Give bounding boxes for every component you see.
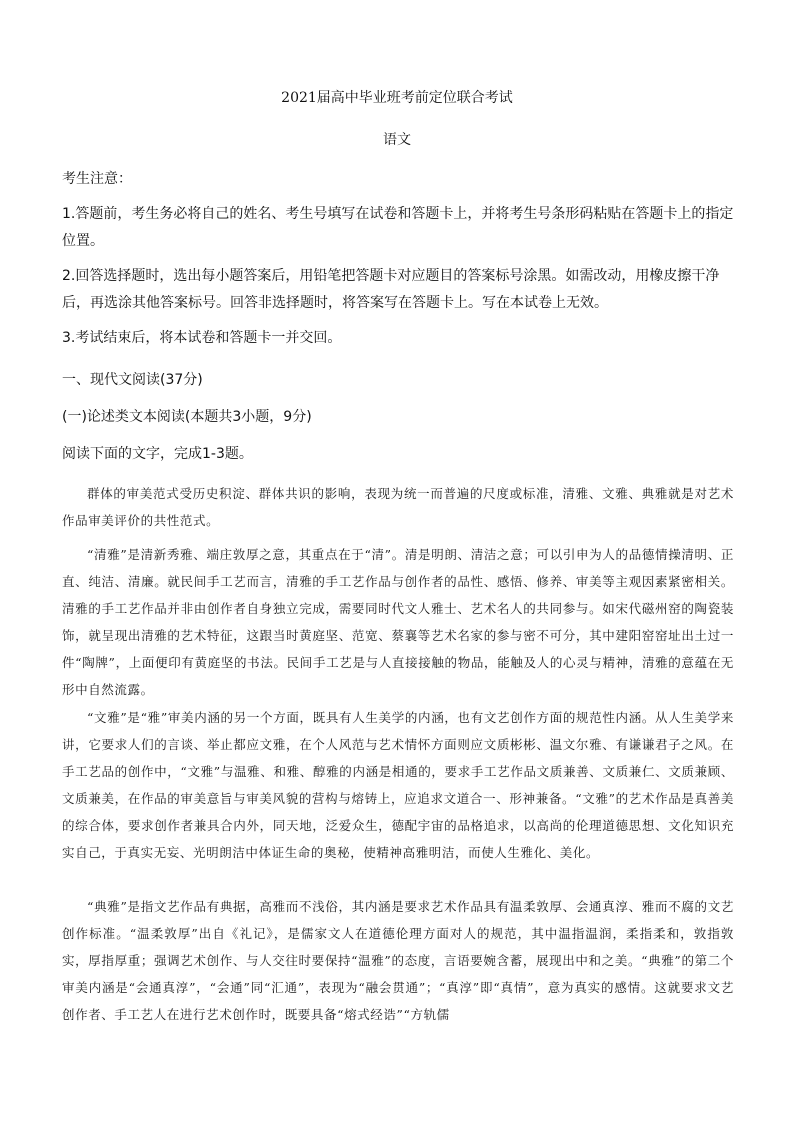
section-heading: 一、现代文阅读(37分) — [62, 372, 203, 388]
passage-paragraph: “文雅”是“雅”审美内涵的另一个方面，既具有人生美学的内涵，也有文艺创作方面的规范性内涵。从人生美学来讲，它要求人们的言谈、举止都应文雅，在个人风范与艺术情怀方面则应文质彬彬、温文尔雅、有谦谦君子之风。在手工艺品的创作中，“文雅”与温雅、和雅、醇雅的内涵是相通的，要求手工艺作品文质兼善、文质兼仁、文质兼顾、文质兼美，在作品的审美意旨与审美风貌的营构与熔铸上，应追求文道合一、形神兼备。“文雅”的艺术作品是真善美的综合体，要求创作者兼具合内外，同天地，泛爱众生，德配宇宙的品格追求，以高尚的伦理道德思想、文化知识充实自己，于真实无妄、光明朗洁中体证生命的奥秘，使精神高雅明洁，而使人生雅化、美化。 — [62, 710, 734, 860]
notice-item: 1.答题前，考生务必将自己的姓名、考生号填写在试卷和答题卡上，并将考生号条形码粘贴在答题卡上的指定位置。 — [62, 206, 734, 249]
passage-paragraph: “清雅”是清新秀雅、端庄敦厚之意，其重点在于“清”。清是明朗、清洁之意；可以引申为人的品德情操清明、正直、纯洁、清廉。就民间手工艺而言，清雅的手工艺作品与创作者的品性、感悟、修养、审美等主观因素紧密相关。清雅的手工艺作品并非由创作者自身独立完成，需要同时代文人雅士、艺术名人的共同参与。如宋代磁州窑的陶瓷装饰，就呈现出清雅的艺术特征，这跟当时黄庭坚、范宽、蔡襄等艺术名家的参与密不可分，其中建阳窑窑址出土过一件“陶牌”，上面便印有黄庭坚的书法。民间手工艺是与人直接接触的物品，能触及人的心灵与精神，清雅的意蕴在无形中自然流露。 — [62, 547, 734, 697]
subsection-heading: (一)论述类文本阅读(本题共3小题，9分) — [62, 409, 312, 425]
reading-instruction: 阅读下面的文字，完成1-3题。 — [62, 446, 253, 462]
subject-title: 语文 — [383, 132, 411, 148]
notice-item: 3.考试结束后，将本试卷和答题卡一并交回。 — [62, 330, 342, 346]
passage-paragraph: “典雅”是指文艺作品有典据，高雅而不浅俗，其内涵是要求艺术作品具有温柔敦厚、会通真淳、雅而不腐的文艺创作标准。“温柔敦厚”出自《礼记》，是儒家文人在道德伦理方面对人的规范，其中温指温润，柔指柔和，敦指敦实，厚指厚重；强调艺术创作、与人交往时要保持“温雅”的态度，言语要婉含蓄，展现出中和之美。“典雅”的第二个审美内涵是“会通真淳”，“会通”同“汇通”，表现为“融会贯通”；“真淳”即“真情”，意为真实的感情。这就要求文艺创作者、手工艺人在进行艺术创作时，既要具备“熔式经诰”“方轨儒 — [62, 899, 734, 1022]
exam-title: 2021届高中毕业班考前定位联合考试 — [281, 90, 513, 106]
passage-paragraph: 群体的审美范式受历史积淀、群体共识的影响，表现为统一而普遍的尺度或标准，清雅、文雅、典雅就是对艺术作品审美评价的共性范式。 — [62, 486, 734, 528]
notice-label: 考生注意： — [62, 171, 132, 187]
notice-item: 2.回答选择题时，选出每小题答案后，用铅笔把答题卡对应题目的答案标号涂黑。如需改动，用橡皮擦干净后，再选涂其他答案标号。回答非选择题时，将答案写在答题卡上。写在本试卷上无效。 — [62, 268, 720, 311]
